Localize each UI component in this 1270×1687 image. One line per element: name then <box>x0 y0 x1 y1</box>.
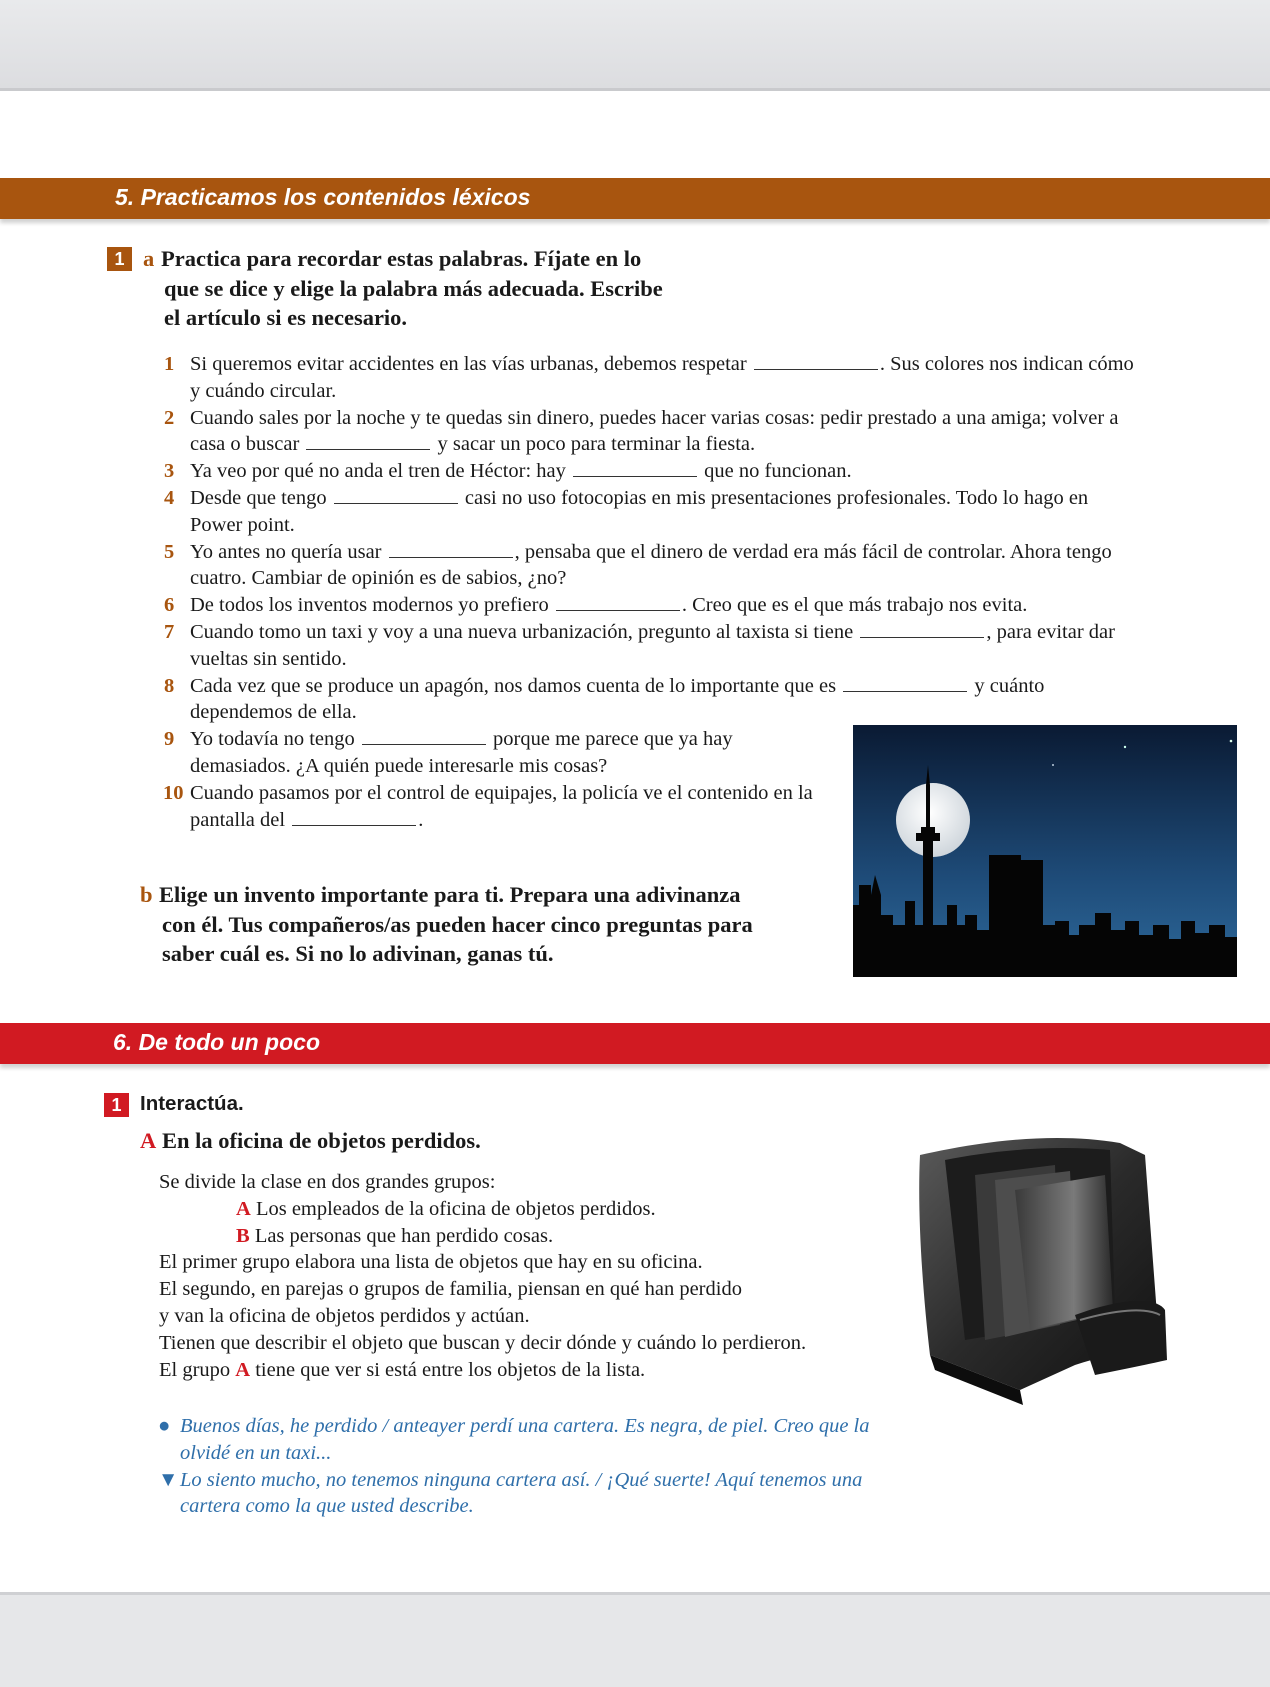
part-a-instructions <box>161 244 761 333</box>
exercise-number-badge: 1 <box>104 1093 129 1117</box>
example-dialog <box>158 1413 918 1520</box>
item-text: Ya veo por qué no anda el tren de Héctor: hay <box>190 460 572 483</box>
exercise-item <box>164 405 1144 459</box>
wallet-illustration <box>905 1115 1195 1410</box>
item-text: casi no uso fotocopias en mis presentaciones profesionales. Todo lo hago en Power point. <box>190 486 1089 536</box>
fill-in-blank[interactable] <box>362 726 486 745</box>
item-number: 6 <box>164 594 175 617</box>
fill-in-blank[interactable] <box>389 539 513 558</box>
exercise-item <box>164 673 1144 727</box>
fill-in-blank[interactable] <box>843 673 967 692</box>
item-number: 4 <box>164 486 175 509</box>
item-text: y cuánto dependemos de ella. <box>190 674 1045 724</box>
item-text: Cuando sales por la noche y te quedas sin dinero, puedes hacer varias cosas: pedir prestado a una amiga; volver a casa o buscar <box>190 406 1119 456</box>
exercise-item <box>164 592 1144 619</box>
activity-description <box>159 1169 919 1383</box>
item-number: 7 <box>164 620 175 643</box>
exercise-item <box>164 351 1144 405</box>
group-b-line <box>159 1223 919 1250</box>
item-text: porque me parece que ya hay demasiados. ¿A quién puede interesarle mis cosas? <box>190 728 733 777</box>
group-a-line <box>159 1196 919 1223</box>
item-text: que no funcionan. <box>699 460 852 483</box>
item-text: Yo antes no quería usar <box>190 540 387 563</box>
instruction-line: el artículo si es necesario. <box>164 305 408 330</box>
night-skyline-photo <box>853 725 1237 977</box>
item-text: , pensaba que el dinero de verdad era más fácil de controlar. Ahora tengo cuatro. Cambiar de opinión es de sabios, ¿no? <box>190 540 1112 590</box>
item-text: Cuando tomo un taxi y voy a una nueva urbanización, pregunto al taxista si tiene <box>190 620 859 643</box>
item-text: , para evitar dar vueltas sin sentido. <box>190 620 1115 670</box>
item-text: . <box>418 808 424 831</box>
section-5-title: 5. Practicamos los contenidos léxicos <box>115 184 531 210</box>
item-number: 9 <box>164 728 175 751</box>
body-text: El grupo <box>159 1358 236 1381</box>
item-number: 5 <box>164 540 175 563</box>
group-a-text: Los empleados de la oficina de objetos perdidos. <box>255 1197 656 1220</box>
instruction-line: Practica para recordar estas palabras. Fíjate en lo <box>161 246 642 271</box>
exercise-item <box>164 726 830 780</box>
body-line: El primer grupo elabora una lista de objetos que hay en su oficina. <box>159 1251 703 1274</box>
fill-in-blank[interactable] <box>306 431 430 450</box>
body-line: Tienen que describir el objeto que buscan y decir dónde y cuándo lo perdieron. <box>159 1331 807 1354</box>
section-5-header <box>0 178 1270 219</box>
fill-in-blank[interactable] <box>334 485 458 504</box>
fill-in-blank[interactable] <box>754 351 878 370</box>
item-text: . Creo que es el que más trabajo nos evita. <box>681 594 1028 617</box>
section-6-header <box>0 1023 1270 1064</box>
skyline-illustration <box>853 725 1237 977</box>
bullet-circle-icon: ● <box>158 1415 171 1437</box>
triangle-down-icon: ▼ <box>158 1468 179 1491</box>
group-letter: A <box>235 1358 251 1381</box>
section-6-title: 6. De todo un poco <box>113 1029 320 1055</box>
instruction-line: saber cuál es. Si no lo adivinan, ganas tú. <box>162 941 554 966</box>
fill-in-blank[interactable] <box>573 458 697 477</box>
item-text: y sacar un poco para terminar la fiesta. <box>432 433 756 456</box>
item-text: Cuando pasamos por el control de equipajes, la policía ve el contenido en la pantalla del <box>190 781 813 831</box>
dialog-text: Buenos días, he perdido / anteayer perdí una cartera. Es negra, de piel. Creo que la olvidé en un taxi... <box>180 1415 870 1464</box>
item-text: De todos los inventos modernos yo prefiero <box>190 594 554 617</box>
body-line <box>159 1357 919 1384</box>
exercise-number-badge: 1 <box>107 247 132 271</box>
fill-in-blank[interactable] <box>860 619 984 638</box>
exercise-item <box>164 458 1144 485</box>
item-number: 2 <box>164 406 175 429</box>
instruction-line: con él. Tus compañeros/as pueden hacer cinco preguntas para <box>162 911 753 937</box>
item-text: . Sus colores nos indican cómo y cuándo circular. <box>190 353 1134 402</box>
item-number: 8 <box>164 674 175 697</box>
intro-text: Se divide la clase en dos grandes grupos: <box>159 1171 496 1193</box>
dialog-line <box>158 1467 918 1521</box>
exercise-item <box>164 485 1144 539</box>
group-a-letter: A <box>236 1197 251 1220</box>
body-line: El segundo, en parejas o grupos de familia, piensan en qué han perdido <box>159 1278 742 1301</box>
dialog-line <box>158 1413 918 1467</box>
item-text: Yo todavía no tengo <box>190 728 360 751</box>
group-b-letter: B <box>236 1224 250 1247</box>
exercise-item <box>164 619 1144 673</box>
page-bottom-band <box>0 1592 1270 1687</box>
part-b-letter: b <box>140 882 153 907</box>
item-number: 1 <box>164 353 175 375</box>
item-number: 3 <box>164 460 175 483</box>
item-number: 10 <box>163 781 184 804</box>
item-text: Si queremos evitar accidentes en las vías urbanas, debemos respetar <box>190 353 752 375</box>
instruction-line: Elige un invento importante para ti. Prepara una adivinanza <box>159 882 741 907</box>
part-a-letter: A <box>140 1128 157 1153</box>
exercise-item <box>164 780 830 834</box>
exercise-title: Interactúa. <box>140 1092 244 1115</box>
part-a-letter: a <box>143 246 155 271</box>
fill-in-blank[interactable] <box>292 807 416 826</box>
dialog-text: Lo siento mucho, no tenemos ninguna cartera así. / ¡Qué suerte! Aquí tenemos una cartera como la que usted describe. <box>180 1468 863 1518</box>
item-text: Desde que tengo <box>190 486 332 509</box>
body-line: y van la oficina de objetos perdidos y actúan. <box>159 1304 530 1327</box>
page-top-band <box>0 0 1270 91</box>
instruction-line: que se dice y elige la palabra más adecuada. Escribe <box>164 275 663 301</box>
group-b-text: Las personas que han perdido cosas. <box>254 1224 554 1247</box>
part-b-instructions <box>159 880 859 969</box>
part-a-title: En la oficina de objetos perdidos. <box>162 1128 481 1153</box>
exercise-item <box>164 539 1144 593</box>
wallet-photo <box>905 1115 1195 1410</box>
body-text: tiene que ver si está entre los objetos de la lista. <box>250 1358 646 1381</box>
fill-in-blank[interactable] <box>556 592 680 611</box>
item-text: Cada vez que se produce un apagón, nos damos cuenta de lo importante que es <box>190 674 842 697</box>
